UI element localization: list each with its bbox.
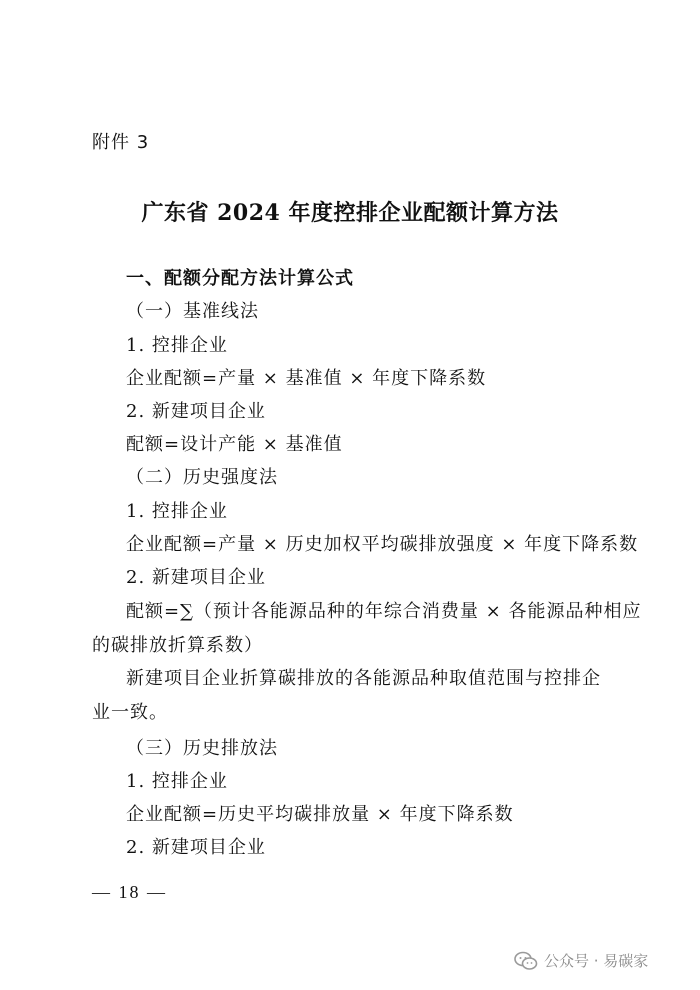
formula-line: 配额=设计产能 × 基准值 <box>126 434 343 455</box>
formula-continuation: 的碳排放折算系数） <box>92 635 263 656</box>
formula-line: 配额=∑（预计各能源品种的年综合消费量 × 各能源品种相应 <box>126 601 642 622</box>
watermark-text: 公众号 · 易碳家 <box>544 952 649 970</box>
formula-line: 企业配额=产量 × 历史加权平均碳排放强度 × 年度下降系数 <box>126 534 639 555</box>
attachment-label: 附件 3 <box>92 132 150 153</box>
page-number: — 18 — <box>92 882 167 902</box>
formula-line: 企业配额=历史平均碳排放量 × 年度下降系数 <box>126 804 514 825</box>
watermark <box>514 950 648 971</box>
item-heading: 1. 控排企业 <box>126 771 228 792</box>
formula-line: 企业配额=产量 × 基准值 × 年度下降系数 <box>126 368 487 389</box>
item-heading: 2. 新建项目企业 <box>126 567 266 588</box>
item-heading: 2. 新建项目企业 <box>126 401 266 422</box>
paragraph-continuation: 业一致。 <box>92 702 168 723</box>
subsection-heading: （三）历史排放法 <box>126 738 278 759</box>
item-heading: 1. 控排企业 <box>126 335 228 356</box>
paragraph-line: 新建项目企业折算碳排放的各能源品种取值范围与控排企 <box>126 668 601 689</box>
subsection-heading: （一）基准线法 <box>126 301 259 322</box>
item-heading: 1. 控排企业 <box>126 501 228 522</box>
subsection-heading: （二）历史强度法 <box>126 467 278 488</box>
document-title: 广东省 2024 年度控排企业配额计算方法 <box>141 200 559 226</box>
item-heading: 2. 新建项目企业 <box>126 837 266 858</box>
wechat-icon <box>514 951 538 971</box>
section-heading: 一、配额分配方法计算公式 <box>126 268 354 289</box>
